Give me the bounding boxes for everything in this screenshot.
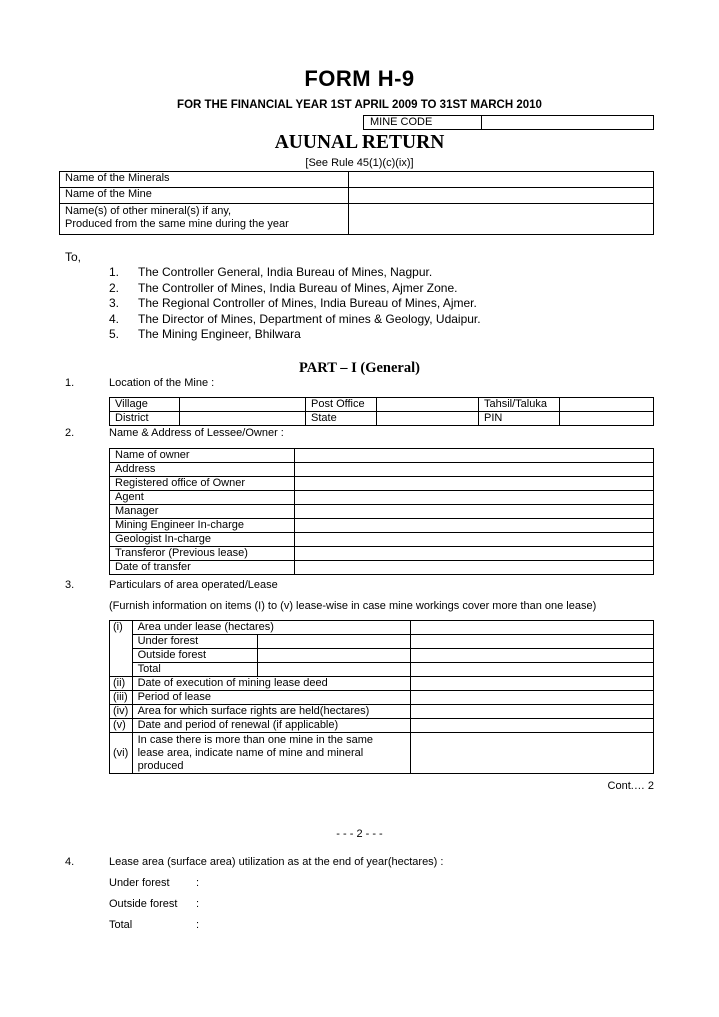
addressee-text: The Director of Mines, Department of mines & Geology, Udaipur.: [138, 311, 481, 326]
other-mine-line1: In case there is more than one mine in the same: [137, 734, 373, 746]
addressee-number: 2.: [109, 280, 120, 295]
addressee-number: 3.: [109, 296, 120, 310]
addressee-text: The Mining Engineer, Bhilwara: [138, 327, 301, 341]
area-under-lease-label: Area under lease (hectares): [132, 621, 410, 635]
addressee-item: [109, 281, 669, 297]
other-mine-label: [132, 733, 410, 774]
item-4-number: 4.: [65, 856, 75, 868]
other-minerals-line1: Name(s) of other mineral(s) if any,: [65, 205, 232, 217]
item-vi-number: (vi): [110, 733, 133, 774]
surface-rights-label: Area for which surface rights are held(hectares): [132, 705, 410, 719]
tahsil-label: Tahsil/Taluka: [479, 398, 560, 412]
item-iv-number: (iv): [110, 705, 133, 719]
financial-year-subtitle: FOR THE FINANCIAL YEAR 1ST APRIL 2009 TO 31ST MARCH 2010: [177, 99, 542, 111]
lessee-row-label: Address: [110, 463, 295, 477]
p2-total-label: Total: [109, 919, 133, 931]
addressee-text: The Controller of Mines, India Bureau of Mines, Ajmer Zone.: [138, 280, 458, 295]
addressee-number: 1.: [109, 265, 120, 279]
renewal-field[interactable]: [410, 719, 653, 733]
addressee-number: 4.: [109, 311, 120, 326]
surface-rights-field[interactable]: [410, 705, 653, 719]
lessee-row-field[interactable]: [295, 463, 654, 477]
name-of-mine-label: Name of the Mine: [60, 188, 349, 204]
other-mine-line2: lease area, indicate name of mine and mineral: [137, 747, 364, 759]
tahsil-field[interactable]: [560, 398, 654, 412]
addressee-item: [109, 296, 669, 312]
name-of-mine-field[interactable]: [349, 188, 654, 204]
lessee-row-field[interactable]: [295, 547, 654, 561]
total-value[interactable]: [410, 663, 653, 677]
p2-under-forest-colon: :: [196, 877, 200, 889]
lessee-row-field[interactable]: [295, 491, 654, 505]
item-2-number: 2.: [65, 427, 75, 439]
rule-reference: [See Rule 45(1)(c)(ix)]: [305, 157, 414, 169]
other-minerals-label: [60, 204, 349, 235]
lessee-row-label: Agent: [110, 491, 295, 505]
form-title: FORM H-9: [304, 66, 415, 91]
other-mine-field[interactable]: [410, 733, 653, 774]
minerals-table: [59, 171, 654, 235]
total-label: Total: [132, 663, 258, 677]
other-minerals-field[interactable]: [349, 204, 654, 235]
lessee-row-field[interactable]: [295, 519, 654, 533]
lease-period-field[interactable]: [410, 691, 653, 705]
addressee-item: [109, 312, 669, 328]
lessee-label: Name & Address of Lessee/Owner :: [109, 427, 284, 439]
mine-code-table: [363, 115, 654, 130]
addressee-text: The Controller General, India Bureau of Mines, Nagpur.: [138, 265, 433, 279]
addressee-number: 5.: [109, 327, 120, 341]
lessee-row-label: Name of owner: [110, 449, 295, 463]
post-office-label: Post Office: [306, 398, 377, 412]
name-of-minerals-field[interactable]: [349, 172, 654, 188]
lessee-row-field[interactable]: [295, 533, 654, 547]
post-office-field[interactable]: [377, 398, 479, 412]
item-iii-number: (iii): [110, 691, 133, 705]
pin-label: PIN: [479, 412, 560, 426]
lessee-row-label: Manager: [110, 505, 295, 519]
addressee-item: [109, 327, 669, 343]
under-forest-label: Under forest: [132, 635, 258, 649]
area-label: Particulars of area operated/Lease: [109, 579, 278, 591]
area-note: (Furnish information on items (I) to (v) lease-wise in case mine workings cover more than one lease): [109, 600, 597, 612]
lessee-row-label: Transferor (Previous lease): [110, 547, 295, 561]
name-of-minerals-label: Name of the Minerals: [60, 172, 349, 188]
lease-period-label: Period of lease: [132, 691, 410, 705]
annual-return-heading: AUUNAL RETURN: [274, 132, 445, 153]
part-1-heading: PART – I (General): [299, 360, 420, 376]
lease-deed-date-field[interactable]: [410, 677, 653, 691]
district-field[interactable]: [180, 412, 306, 426]
p2-under-forest-label: Under forest: [109, 877, 170, 889]
mine-code-field[interactable]: [482, 116, 654, 130]
area-under-lease-field[interactable]: [410, 621, 653, 635]
village-field[interactable]: [180, 398, 306, 412]
lessee-table: [109, 448, 654, 575]
other-minerals-line2: Produced from the same mine during the year: [65, 218, 289, 230]
item-i-number: (i): [110, 621, 133, 677]
under-forest-value[interactable]: [410, 635, 653, 649]
outside-forest-value[interactable]: [410, 649, 653, 663]
lessee-row-label: Registered office of Owner: [110, 477, 295, 491]
other-mine-line3: produced: [137, 760, 184, 772]
lessee-row-field[interactable]: [295, 449, 654, 463]
lessee-row-label: Date of transfer: [110, 561, 295, 575]
addressee-text: The Regional Controller of Mines, India Bureau of Mines, Ajmer.: [138, 296, 477, 310]
lessee-row-label: Mining Engineer In-charge: [110, 519, 295, 533]
lessee-row-label: Geologist In-charge: [110, 533, 295, 547]
item-ii-number: (ii): [110, 677, 133, 691]
total-field[interactable]: [258, 663, 410, 677]
p2-outside-forest-label: Outside forest: [109, 898, 178, 910]
to-label: To,: [65, 250, 82, 264]
renewal-label: Date and period of renewal (if applicable): [132, 719, 410, 733]
mine-code-label: MINE CODE: [364, 116, 482, 130]
state-field[interactable]: [377, 412, 479, 426]
under-forest-field[interactable]: [258, 635, 410, 649]
village-label: Village: [110, 398, 180, 412]
outside-forest-label: Outside forest: [132, 649, 258, 663]
location-table: [109, 397, 654, 426]
item-1-number: 1.: [65, 377, 75, 389]
lessee-row-field[interactable]: [295, 561, 654, 575]
pin-field[interactable]: [560, 412, 654, 426]
addressee-item: [109, 265, 669, 281]
page-2-marker: - - - 2 - - -: [336, 828, 383, 840]
state-label: State: [306, 412, 377, 426]
lessee-row-field[interactable]: [295, 505, 654, 519]
lease-utilization-label: Lease area (surface area) utilization as at the end of year(hectares) :: [109, 856, 444, 868]
item-v-number: (v): [110, 719, 133, 733]
district-label: District: [110, 412, 180, 426]
area-table: [109, 620, 654, 774]
p2-outside-forest-colon: :: [196, 898, 200, 910]
location-label: Location of the Mine :: [109, 377, 215, 389]
continuation-note: Cont.… 2: [607, 780, 654, 792]
addressee-list: [109, 265, 669, 343]
lessee-row-field[interactable]: [295, 477, 654, 491]
p2-total-colon: :: [196, 919, 200, 931]
outside-forest-field[interactable]: [258, 649, 410, 663]
item-3-number: 3.: [65, 579, 75, 591]
lease-deed-date-label: Date of execution of mining lease deed: [132, 677, 410, 691]
